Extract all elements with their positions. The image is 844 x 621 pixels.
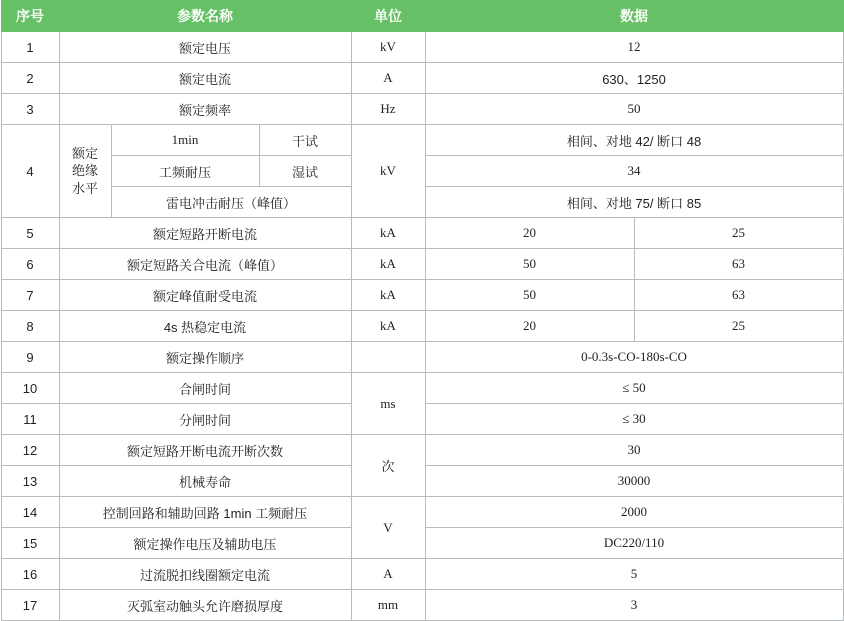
row-unit: 次 (351, 435, 425, 497)
row-name: 分闸时间 (59, 404, 351, 435)
row-name: 额定短路开断电流 (59, 218, 351, 249)
row-data-left: 20 (425, 218, 634, 249)
row-unit: kV (351, 125, 425, 218)
row-name: 控制回路和辅助回路 1min 工频耐压 (59, 497, 351, 528)
row-no: 17 (1, 590, 59, 621)
table-row (1, 342, 843, 373)
row-unit: ms (351, 373, 425, 435)
table-row (1, 63, 843, 94)
header-name: 参数名称 (59, 1, 351, 32)
row-data-right: 63 (634, 280, 843, 311)
table-header-row (1, 1, 843, 32)
row-no: 7 (1, 280, 59, 311)
row-data-right: 25 (634, 311, 843, 342)
row-data: 12 (425, 32, 843, 63)
row-unit (351, 342, 425, 373)
row-no: 14 (1, 497, 59, 528)
row-unit: kA (351, 280, 425, 311)
table-row (1, 280, 843, 311)
row-unit: A (351, 559, 425, 590)
row-data-right: 63 (634, 249, 843, 280)
row-name: 过流脱扣线圈额定电流 (59, 559, 351, 590)
row-data: 30000 (425, 466, 843, 497)
row-data: 5 (425, 559, 843, 590)
table-row (1, 590, 843, 621)
table-row (1, 311, 843, 342)
row-name: 合闸时间 (59, 373, 351, 404)
row-no: 16 (1, 559, 59, 590)
table-row (1, 435, 843, 466)
row-no: 11 (1, 404, 59, 435)
row-data-left: 20 (425, 311, 634, 342)
row-no: 1 (1, 32, 59, 63)
header-no: 序号 (1, 1, 59, 32)
row-no: 2 (1, 63, 59, 94)
row-unit: V (351, 497, 425, 559)
row-data: ≤ 50 (425, 373, 843, 404)
row-data: 2000 (425, 497, 843, 528)
row-no: 5 (1, 218, 59, 249)
row-unit: mm (351, 590, 425, 621)
row-data-left: 50 (425, 280, 634, 311)
row-data: 50 (425, 94, 843, 125)
row-data-right: 25 (634, 218, 843, 249)
row-name: 额定操作电压及辅助电压 (59, 528, 351, 559)
row-no: 15 (1, 528, 59, 559)
table-row (1, 497, 843, 528)
row-name: 额定短路开断电流开断次数 (59, 435, 351, 466)
row-unit: Hz (351, 94, 425, 125)
row-data: 30 (425, 435, 843, 466)
row-name: 额定电流 (59, 63, 351, 94)
row-no: 8 (1, 311, 59, 342)
header-unit: 单位 (351, 1, 425, 32)
table-row (1, 125, 843, 156)
row-unit: A (351, 63, 425, 94)
specification-table (1, 0, 844, 621)
row-group-label: 额定 绝缘 水平 (59, 125, 111, 218)
row-condition: 干试 (259, 125, 351, 156)
row-subname: 工频耐压 (111, 156, 259, 187)
table-row (1, 218, 843, 249)
row-data: 34 (425, 156, 843, 187)
row-name: 额定短路关合电流（峰值） (59, 249, 351, 280)
row-no: 6 (1, 249, 59, 280)
row-data-left: 50 (425, 249, 634, 280)
row-data: DC220/110 (425, 528, 843, 559)
table-row (1, 32, 843, 63)
table-row (1, 249, 843, 280)
row-unit: kV (351, 32, 425, 63)
row-unit: kA (351, 311, 425, 342)
table-row (1, 559, 843, 590)
row-data: 相间、对地 42/ 断口 48 (425, 125, 843, 156)
row-name: 额定操作顺序 (59, 342, 351, 373)
row-no: 9 (1, 342, 59, 373)
row-name: 灭弧室动触头允许磨损厚度 (59, 590, 351, 621)
row-data: 相间、对地 75/ 断口 85 (425, 187, 843, 218)
row-subname: 雷电冲击耐压（峰值） (111, 187, 351, 218)
row-no: 13 (1, 466, 59, 497)
row-name: 额定电压 (59, 32, 351, 63)
row-no: 4 (1, 125, 59, 218)
row-data: ≤ 30 (425, 404, 843, 435)
row-unit: kA (351, 218, 425, 249)
row-no: 12 (1, 435, 59, 466)
row-data: 630、1250 (425, 63, 843, 94)
row-condition: 湿试 (259, 156, 351, 187)
row-no: 10 (1, 373, 59, 404)
row-name: 机械寿命 (59, 466, 351, 497)
row-name: 额定频率 (59, 94, 351, 125)
row-data: 0-0.3s-CO-180s-CO (425, 342, 843, 373)
row-no: 3 (1, 94, 59, 125)
row-name: 4s 热稳定电流 (59, 311, 351, 342)
header-data: 数据 (425, 1, 843, 32)
row-name: 额定峰值耐受电流 (59, 280, 351, 311)
table-row (1, 94, 843, 125)
table-row (1, 373, 843, 404)
row-data: 3 (425, 590, 843, 621)
row-unit: kA (351, 249, 425, 280)
row-subname: 1min (111, 125, 259, 156)
